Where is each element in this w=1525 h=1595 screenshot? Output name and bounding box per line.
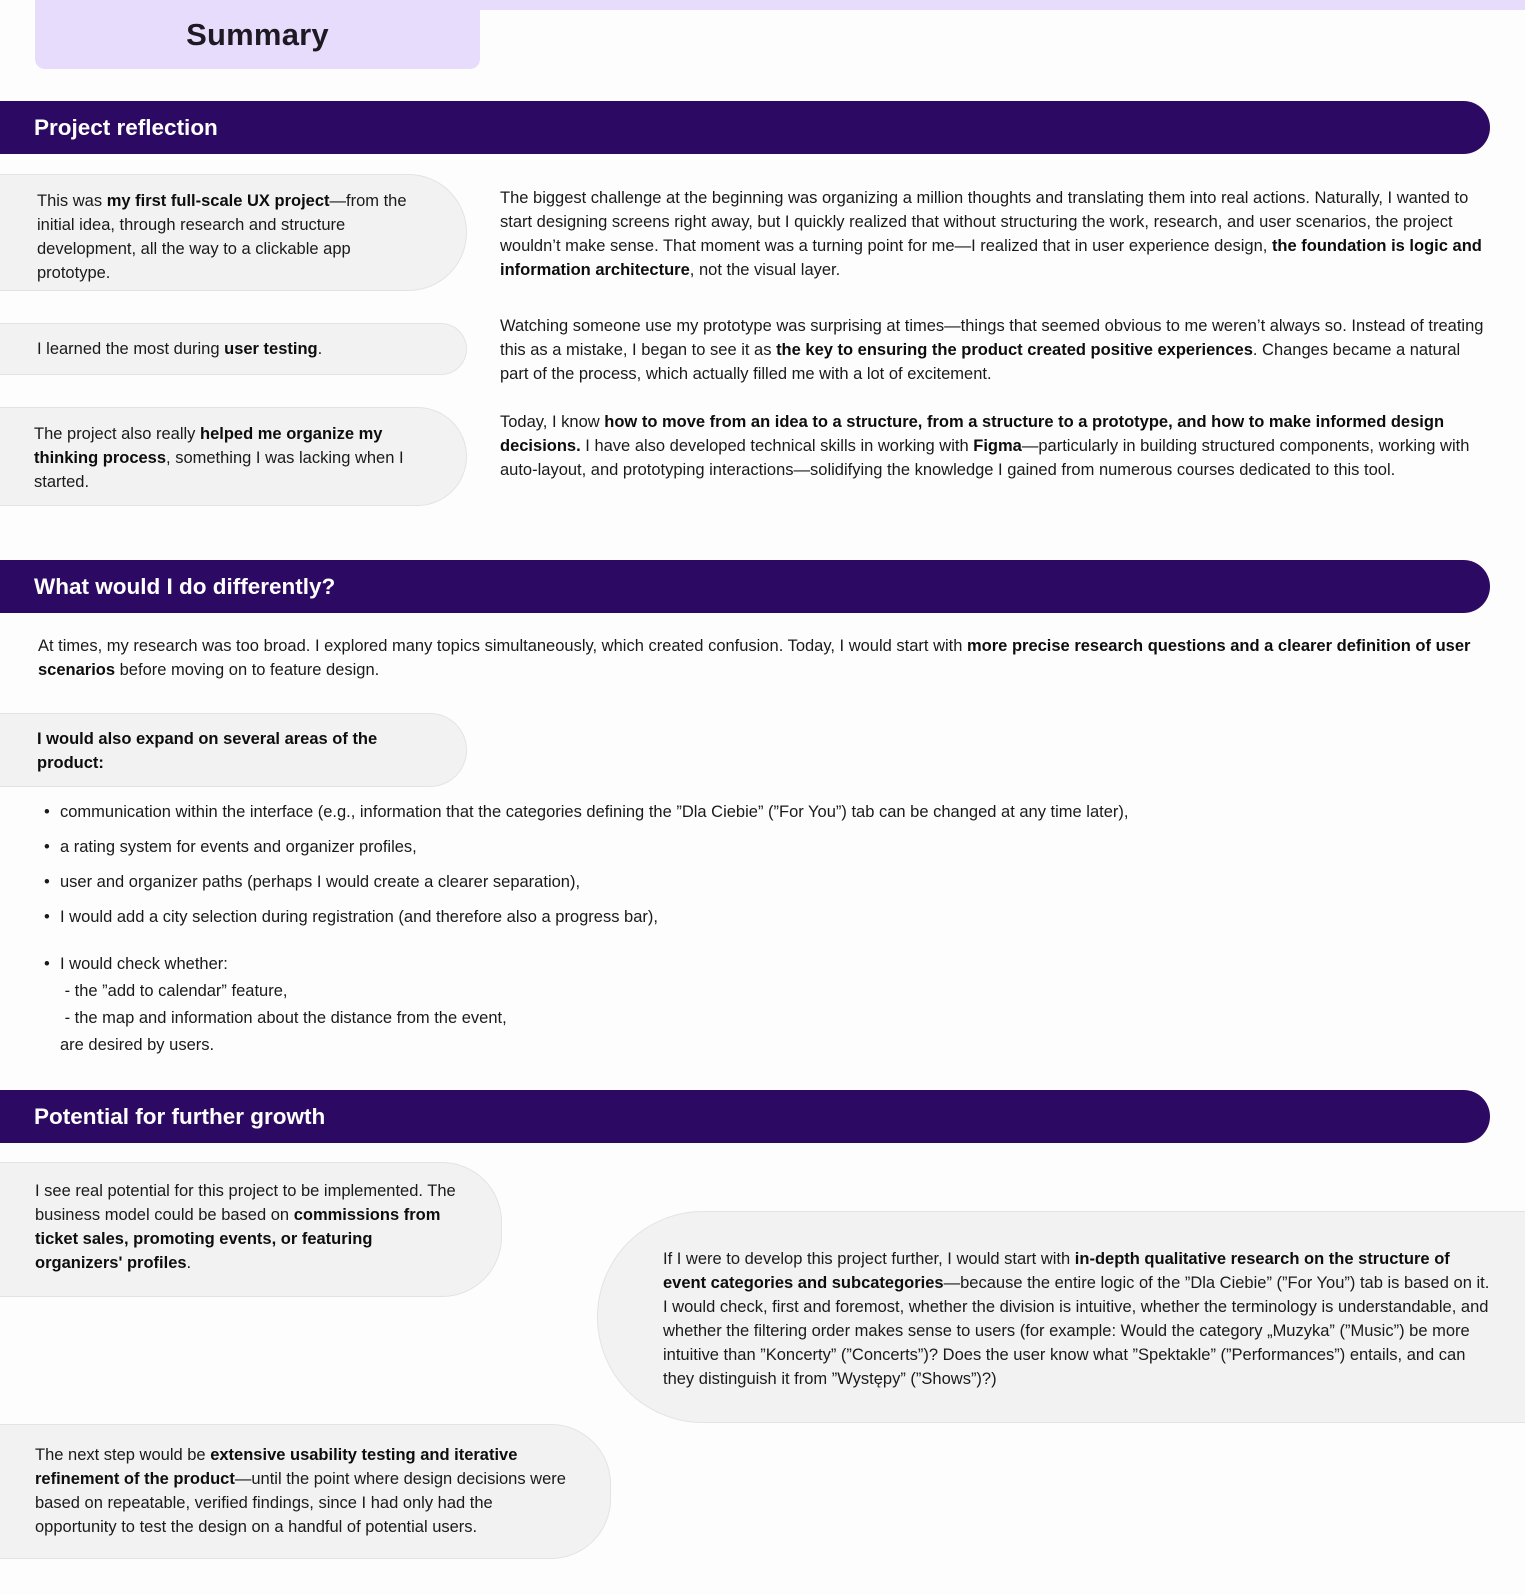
section-title: What would I do differently? xyxy=(34,573,336,599)
text: . xyxy=(186,1254,192,1272)
list-item-text: I would add a city selection during registration (and therefore also a progress bar), xyxy=(60,908,658,926)
list-item-subline: - the map and information about the distance from the event, xyxy=(60,1009,507,1027)
text: before moving on to feature design. xyxy=(115,661,380,679)
bullet-icon: • xyxy=(44,955,50,973)
list-item-text: user and organizer paths (perhaps I would create a clearer separation), xyxy=(60,873,581,891)
section-bar-further-growth xyxy=(0,1090,1490,1143)
text: —particularly in building structured components, working with auto-layout, and prototyping interactions—solidifying the knowledge I gained from numerous courses dedicated to this tool. xyxy=(500,437,1470,479)
bold-text: the foundation is logic and information architecture xyxy=(500,237,1482,279)
bold-text: more precise research questions and a clearer definition of user scenarios xyxy=(38,637,1471,679)
list-item xyxy=(44,835,1244,859)
reflection-paragraph-skills xyxy=(500,410,1490,482)
text: —until the point where design decisions were based on repeatable, verified findings, since I had only had the opportunity to test the design on a handful of potential users. xyxy=(35,1470,566,1536)
growth-pill-business-model xyxy=(0,1162,502,1297)
bullet-icon: • xyxy=(44,838,50,856)
text: The project also really xyxy=(34,425,200,443)
page-title: Summary xyxy=(186,16,329,52)
reflection-pill-user-testing xyxy=(0,323,467,375)
growth-pill-usability-testing xyxy=(0,1424,611,1559)
bullet-icon: • xyxy=(44,803,50,821)
bold-text: user testing xyxy=(224,340,318,358)
expand-areas-pill: I would also expand on several areas of the product: xyxy=(0,713,467,787)
bold-text: extensive usability testing and iterative refinement of the product xyxy=(35,1446,518,1488)
summary-tab xyxy=(35,0,480,69)
bold-text: how to move from an idea to a structure, from a structure to a prototype, and how to make informed design decisions. xyxy=(500,413,1445,455)
text: Today, I know xyxy=(500,413,605,431)
text: This was xyxy=(37,192,107,210)
bold-text: commissions from ticket sales, promoting events, or featuring organizers' profiles xyxy=(35,1206,441,1272)
reflection-pill-first-project xyxy=(0,174,467,291)
text: The next step would be xyxy=(35,1446,211,1464)
text: If I were to develop this project further, I would start with xyxy=(663,1250,1075,1268)
text: . xyxy=(317,340,323,358)
section-title: Potential for further growth xyxy=(34,1103,326,1129)
text: At times, my research was too broad. I explored many topics simultaneously, which created confusion. Today, I would start with xyxy=(38,637,968,655)
list-item-subline: are desired by users. xyxy=(60,1036,215,1054)
bold-text: in-depth qualitative research on the structure of event categories and subcategories xyxy=(663,1250,1450,1292)
growth-pill-qualitative-research xyxy=(597,1211,1525,1423)
bold-text: the key to ensuring the product created positive experiences xyxy=(776,341,1253,359)
text: I see real potential for this project to be implemented. The business model could be based on xyxy=(35,1182,456,1224)
list-item-text: I would check whether: xyxy=(60,955,228,973)
section-title: Project reflection xyxy=(34,114,218,140)
reflection-paragraph-testing xyxy=(500,314,1485,386)
bold-text: Figma xyxy=(973,437,1022,455)
reflection-pill-thinking-process xyxy=(0,407,467,506)
reflection-paragraph-challenge xyxy=(500,186,1500,282)
text: . Changes became a natural part of the process, which actually filled me with a lot of excitement. xyxy=(500,341,1461,383)
list-item-text: a rating system for events and organizer profiles, xyxy=(60,838,417,856)
text: I have also developed technical skills in working with xyxy=(580,437,974,455)
list-item xyxy=(44,951,1244,1059)
list-item xyxy=(44,905,1244,929)
bullet-icon: • xyxy=(44,908,50,926)
bold-text: helped me organize my thinking process xyxy=(34,425,383,467)
section-bar-what-differently xyxy=(0,560,1490,613)
text: —because the entire logic of the ”Dla Ciebie” (”For You”) tab is based on it. I would check, first and foremost, whether the division is intuitive, whether the terminology is understandable, and whether the filtering order makes sense to users (for example: Would the category „Muzyka” (”Music”) be more intuitive than ”Koncerty” (”Concerts”)? Does the user know what ”Spektakle” (”Performances”) entails, and can they distinguish it from ”Występy” (”Shows”)?) xyxy=(663,1274,1490,1388)
list-item xyxy=(44,870,1244,894)
differently-paragraph xyxy=(38,634,1493,682)
top-accent-strip xyxy=(470,0,1525,10)
text: —from the initial idea, through research and structure development, all the way to a clickable app prototype. xyxy=(37,192,407,282)
bold-text: my first full-scale UX project xyxy=(106,192,330,210)
text: , something I was lacking when I started. xyxy=(34,449,404,491)
section-bar-project-reflection xyxy=(0,101,1490,154)
list-item-text: communication within the interface (e.g., information that the categories defining the ”Dla Ciebie” (”For You”) tab can be changed at any time later), xyxy=(60,803,1129,821)
list-item xyxy=(44,800,1484,824)
text: The biggest challenge at the beginning was organizing a million thoughts and translating them into real actions. Naturally, I wanted to start designing screens right away, but I quickly realized that without structuring the work, research, and user scenarios, the project wouldn’t make sense. That moment was a turning point for me—I realized that in user experience design, xyxy=(500,189,1469,255)
text: , not the visual layer. xyxy=(689,261,841,279)
list-item-subline: - the ”add to calendar” feature, xyxy=(60,982,288,1000)
text: I learned the most during xyxy=(37,340,225,358)
bullet-icon: • xyxy=(44,873,50,891)
text: Watching someone use my prototype was surprising at times—things that seemed obvious to me weren’t always so. Instead of treating this as a mistake, I began to see it as xyxy=(500,317,1484,359)
